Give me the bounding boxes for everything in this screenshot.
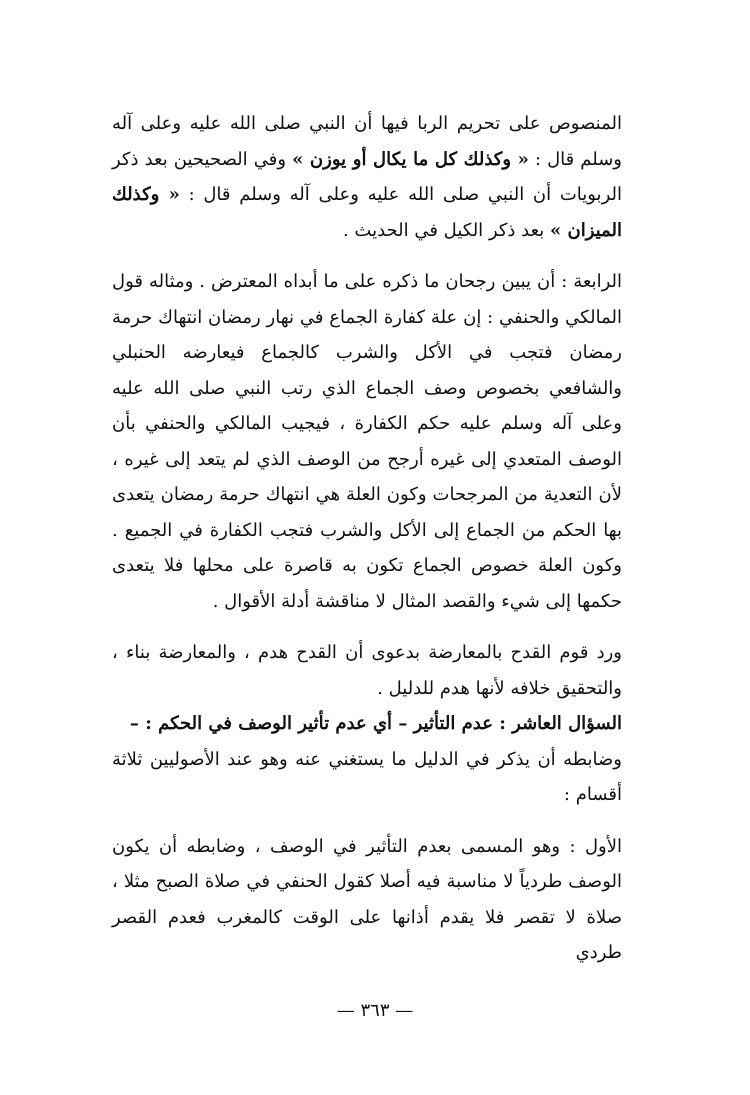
paragraph-qadh-rebuttal: ورد قوم القدح بالمعارضة بدعوى أن القدح هدم ، والمعارضة بناء ، والتحقيق خلافه لأنها هدم للدليل . xyxy=(112,642,622,699)
hadith-quote: « وكذلك الميزان » xyxy=(112,184,622,241)
page-body xyxy=(112,106,622,971)
paragraph-first-type: الأول : وهو المسمى بعدم التأثير في الوصف ، وضابطه أن يكون الوصف طردياً لا مناسبة فيه أصلا كقول الحنفي في صلاة الصبح مثلا ، صلاة لا تقصر فلا يقدم أذانها على الوقت كالمغرب فعدم القصر طردي xyxy=(112,835,622,963)
section-heading: السؤال العاشر : عدم التأثير – أي عدم تأثير الوصف في الحكم : – xyxy=(129,713,622,734)
hadith-quote: « وكذلك كل ما يكال أو يوزن » xyxy=(292,148,529,170)
paragraph-text: بعد ذكر الكيل في الحديث . xyxy=(342,219,550,241)
paragraph-fourth-response: الرابعة : أن يبين رجحان ما ذكره على ما أبداه المعترض . ومثاله قول المالكي والحنفي : إن علة كفارة الجماع في نهار رمضان انتهاك حرمة رمضان فتجب في الأكل والشرب كالجماع فيعارضه الحنبلي والشافعي بخصوص وصف الجماع الذي رتب النبي صلى الله عليه وعلى آله وسلم عليه حكم الكفارة ، فيجيب المالكي والحنفي بأن الوصف المتعدي إلى غيره أرجح من الوصف الذي لم يتعد إلى غيره ، لأن التعدية من المرجحات وكون العلة هي انتهاك حرمة رمضان يتعدى بها الحكم من الجماع إلى الأكل والشرب فتجب الكفارة في الجميع . وكون العلة خصوص الجماع تكون به قاصرة على محلها فلا يتعدى حكمها إلى شيء والقصد المثال لا مناقشة أدلة الأقوال . xyxy=(112,271,622,612)
paragraph-riba-texts xyxy=(112,106,622,248)
page-number: — ٣٦٣ — xyxy=(336,1000,414,1021)
paragraph-text: المنصوص على تحريم الربا فيها أن النبي صلى الله عليه وعلى آله وسلم قال : xyxy=(112,113,622,170)
paragraph-text: وفي الصحيحين بعد ذكر الربويات أن النبي صلى الله عليه وعلى آله وسلم قال : xyxy=(112,148,622,205)
paragraph-definition: وضابطه أن يذكر في الدليل ما يستغني عنه وهو عند الأصوليين ثلاثة أقسام : xyxy=(112,748,622,805)
